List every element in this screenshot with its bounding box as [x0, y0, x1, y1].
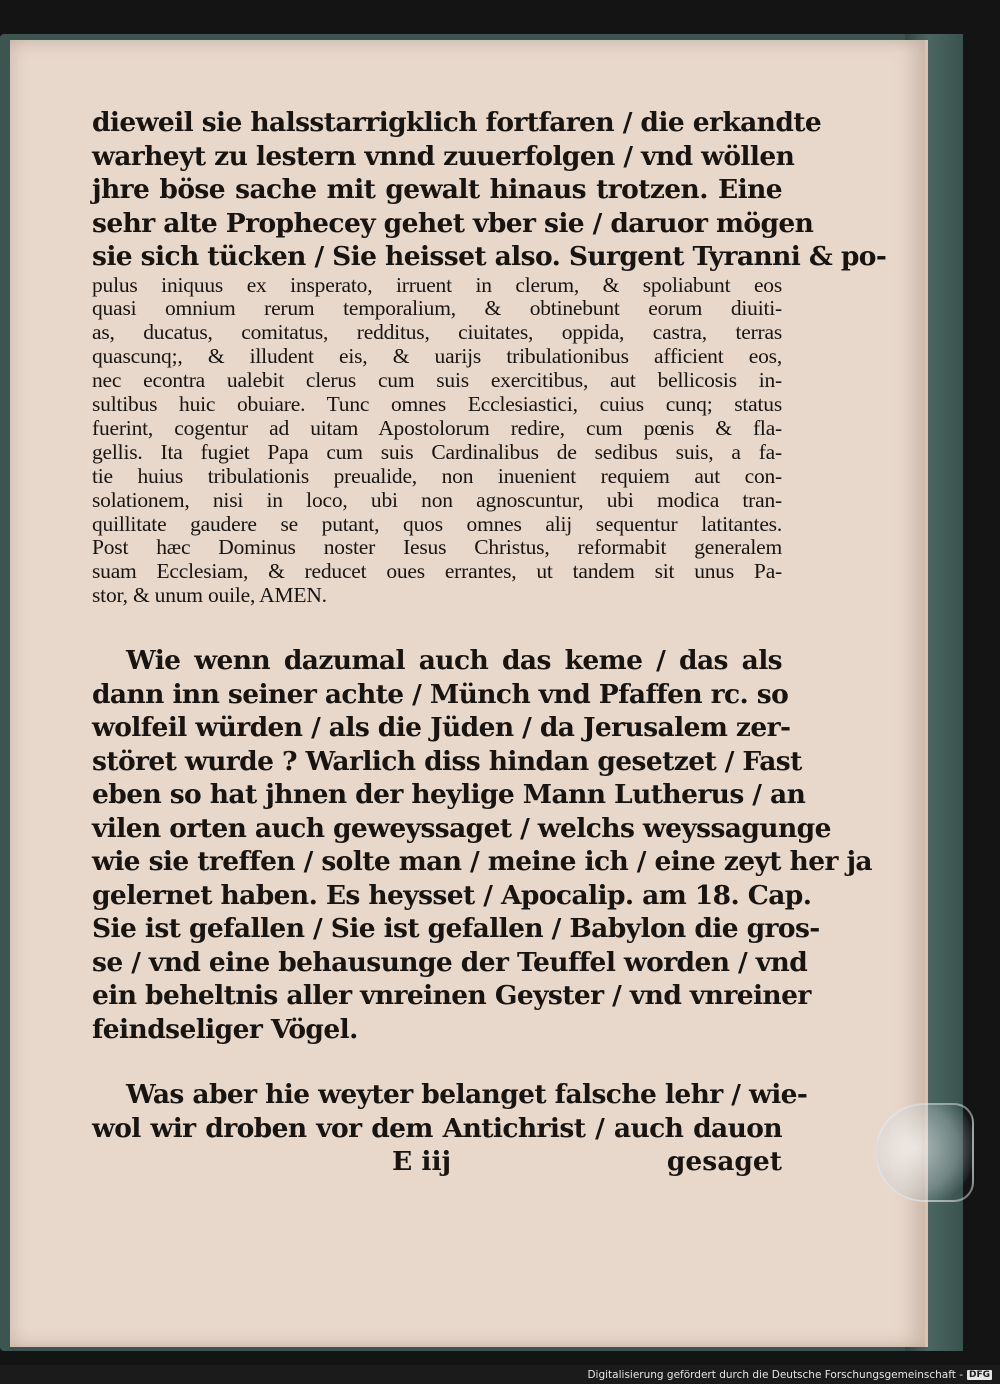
text-line: wie sie treffen / solte man / meine ich / eine zeyt her ja: [92, 846, 872, 878]
text-line: Was aber hie weyter belanget falsche lehr / wie-: [126, 1079, 808, 1111]
text-line: feindseliger Vögel.: [92, 1013, 358, 1045]
text-line: Sie ist gefallen / Sie ist gefallen / Babylon die gros-: [92, 913, 820, 945]
latin-line: pulus iniquus ex insperato, irruent in clerum, & spoliabunt eos: [92, 272, 782, 297]
text-line: störet wurde ? Warlich diss hindan gesetzet / Fast: [92, 745, 802, 777]
text-line: ein beheltnis aller vnreinen Geyster / vnd vnreiner: [92, 980, 811, 1012]
paragraph-3: [92, 1078, 808, 1145]
latin-line: suam Ecclesiam, & reducet oues errantes, ut tandem sit unus Pa-: [92, 559, 782, 584]
paragraph-1: [92, 106, 887, 608]
catchword: gesaget: [666, 1146, 782, 1178]
footer-credit: Digitalisierung gefördert durch die Deutsche Forschungsgemeinschaft -: [587, 1368, 963, 1381]
text-line: eben so hat jhnen der heylige Mann Lutherus / an: [92, 779, 806, 811]
page-text: [92, 106, 887, 1178]
text-line: wolfeil würden / als die Jüden / da Jerusalem zer-: [92, 712, 791, 744]
text-line: sehr alte Prophecey gehet vber sie / daruor mögen: [92, 207, 814, 239]
latin-line: fuerint, cogentur ad uitam Apostolorum redire, cum pœnis & fla-: [92, 415, 782, 440]
page-footer-marks: [92, 1145, 782, 1178]
text-line: wol wir droben vor dem Antichrist / auch dauon: [92, 1112, 782, 1144]
latin-line: sultibus huic obuiare. Tunc omnes Ecclesiastici, cuius cunq; status: [92, 392, 782, 417]
signature-mark: E iij: [392, 1146, 452, 1178]
text-line: vilen orten auch geweyssaget / welchs weyssagunge: [92, 812, 831, 844]
dfg-logo: DFG: [968, 1369, 990, 1380]
latin-line: gellis. Ita fugiet Papa cum suis Cardinalibus de sedibus suis, a fa-: [92, 439, 782, 464]
text-line: sie sich tücken / Sie heisset also. Surgent Tyranni & po-: [92, 241, 887, 272]
text-line: dieweil sie halsstarrigklich fortfaren / die erkandte: [92, 107, 822, 138]
latin-line: quillitate gaudere se putant, quos omnes alij sequentur latitantes.: [92, 511, 782, 536]
latin-line: quasi omnium rerum temporalium, & obtinebunt eorum diuiti-: [92, 296, 782, 321]
text-line: se / vnd eine behausunge der Teuffel worden / vnd: [92, 946, 808, 978]
latin-line: solationem, nisi in loco, ubi non agnoscuntur, ubi modica tran-: [92, 487, 782, 512]
paragraph-2: [92, 644, 872, 1046]
latin-line: as, ducatus, comitatus, redditus, ciuitates, oppida, castra, terras: [92, 320, 782, 345]
scanner-thumb-holder: [875, 1103, 974, 1202]
text-line: jhre böse sache mit gewalt hinaus trotzen. Eine: [92, 174, 782, 205]
latin-line: quascunq;, & illudent eis, & uarijs tribulationibus afficient eos,: [92, 344, 782, 369]
text-line: dann inn seiner achte / Münch vnd Pfaffen rc. so: [92, 678, 789, 710]
latin-line: tie huius tribulationis preualide, non inuenient requiem aut con-: [92, 463, 782, 488]
book-page: [10, 40, 928, 1347]
digitization-footer: [0, 1365, 1000, 1384]
latin-line: stor, & unum ouile, AMEN.: [92, 583, 327, 608]
text-line: gelernet haben. Es heysset / Apocalip. am 18. Cap.: [92, 879, 812, 911]
latin-line: Post hæc Dominus noster Iesus Christus, reformabit generalem: [92, 535, 782, 560]
latin-line: nec econtra ualebit clerus cum suis exercitibus, aut bellicosis in-: [92, 368, 782, 393]
text-line: warheyt zu lestern vnnd zuuerfolgen / vnd wöllen: [92, 140, 795, 172]
text-line: Wie wenn dazumal auch das keme / das als: [126, 645, 782, 677]
